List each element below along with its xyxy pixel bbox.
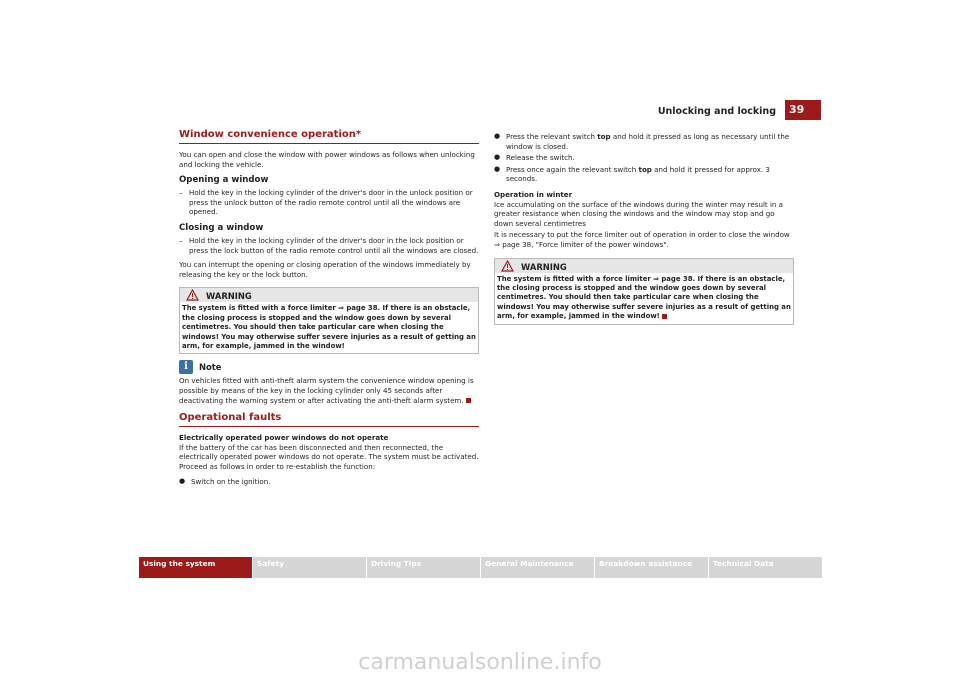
winter-subtitle: Operation in winter xyxy=(494,189,573,199)
fault-subtitle: Electrically operated power windows do not operate xyxy=(179,433,389,443)
bullet-marker: ● xyxy=(494,132,501,140)
warning-header xyxy=(495,259,793,273)
warning-header xyxy=(180,288,478,302)
section-title-window-convenience: Window convenience operation* xyxy=(179,128,479,144)
end-of-section-marker xyxy=(466,398,471,403)
bullet-text: Release the switch. xyxy=(506,153,575,163)
bullet-text: Switch on the ignition. xyxy=(191,476,271,486)
note-label: Note xyxy=(199,362,222,373)
warning-label: WARNING xyxy=(521,261,567,272)
bullet-text-pre: Press once again the relevant switch xyxy=(506,164,639,174)
bullet-text-bold: top xyxy=(597,132,611,141)
subheading-opening-window: Opening a window xyxy=(179,175,269,186)
bullet-text-post: and hold it pressed for approx. 3 seconds. xyxy=(506,164,770,184)
tab-breakdown-assistance[interactable]: Breakdown assistance xyxy=(595,557,708,578)
warning-text-paragraph xyxy=(495,273,793,324)
info-icon: i xyxy=(179,360,193,374)
section-title-operational-faults: Operational faults xyxy=(179,411,479,427)
warning-box xyxy=(179,287,479,354)
fault-text: If the battery of the car has been disconnected and then reconnected, the electrically operated power windows do not operate. The system must be activated. Proceed as follows in order to re-establish the function: xyxy=(179,442,479,471)
page-number: 39 xyxy=(785,100,821,120)
warning-triangle-icon xyxy=(186,289,199,301)
warning-text: The system is fitted with a force limiter ⇒ page 38. If there is an obstacle, the closing process is stopped and the window goes down by several centimetres. You should then take particular care when closing the windows! You may otherwise suffer severe injuries as a result of getting an arm, for example, jammed in the window! xyxy=(497,274,791,321)
subheading-closing-window: Closing a window xyxy=(179,222,264,233)
left-column xyxy=(179,128,479,488)
bullet-marker: ● xyxy=(179,476,186,485)
winter-text-2: It is necessary to put the force limiter out of operation in order to close the window ⇒ page 38, "Force limiter of the power windows". xyxy=(494,230,790,249)
dash-marker: – xyxy=(179,235,183,245)
tab-technical-data[interactable]: Technical Data xyxy=(709,557,822,578)
warning-triangle-icon xyxy=(501,260,514,272)
step-closing xyxy=(179,236,479,255)
warning-label: WARNING xyxy=(206,291,252,302)
bullet-text xyxy=(506,165,794,184)
right-column xyxy=(494,132,794,331)
bullet-text-bold: top xyxy=(638,164,652,174)
page-header-title: Unlocking and locking xyxy=(657,106,776,117)
tab-safety[interactable]: Safety xyxy=(253,557,366,578)
intro-text: You can open and close the window with power windows as follows when unlocking and locking the vehicle. xyxy=(179,150,475,169)
right-bullet-2 xyxy=(494,153,794,163)
note-paragraph xyxy=(179,376,479,405)
bullet-marker: ● xyxy=(494,153,501,162)
tab-using-the-system[interactable]: Using the system xyxy=(139,557,252,578)
dash-marker: – xyxy=(179,188,183,198)
step-text: Hold the key in the locking cylinder of the driver's door in the unlock position or press the unlock button of the radio remote control until all the windows are opened. xyxy=(189,188,473,217)
right-bullet-3 xyxy=(494,165,794,184)
interrupt-text: You can interrupt the opening or closing operation of the windows immediately by releasing the key or the lock button. xyxy=(179,260,471,279)
bullet-marker: ● xyxy=(494,164,501,173)
end-of-section-marker xyxy=(662,314,667,319)
winter-text: Ice accumulating on the surface of the windows during the winter may result in a greater resistance when closing the windows and the window may stop and go down several centimetres xyxy=(494,199,784,228)
bullet-text xyxy=(506,132,794,151)
note-text: On vehicles fitted with anti-theft alarm system the convenience window opening is possible by means of the key in the locking cylinder only 45 seconds after deactivating the warning system or after activating the anti-theft alarm system. xyxy=(179,376,474,405)
warning-text: The system is fitted with a force limiter ⇒ page 38. If there is an obstacle, the closing process is stopped and the window goes down by several centimetres. You should then take particular care when closing the windows! You may otherwise suffer severe injuries as a result of getting an arm, for example, jammed in the window! xyxy=(182,304,476,350)
warning-box-right xyxy=(494,258,794,325)
step-text: Hold the key in the locking cylinder of the driver's door in the lock position or press the lock button of the radio remote control until all the windows are closed. xyxy=(189,235,479,255)
fault-bullet xyxy=(179,477,479,487)
step-opening xyxy=(179,188,479,217)
right-bullet-1 xyxy=(494,132,794,151)
footer-nav xyxy=(139,557,822,578)
tab-general-maintenance[interactable]: General Maintenance xyxy=(481,557,594,578)
tab-driving-tips[interactable]: Driving Tips xyxy=(367,557,480,578)
note-header xyxy=(179,360,479,376)
watermark: carmanualsonline.info xyxy=(358,650,602,675)
bullet-text-post: and hold it pressed as long as necessary until the window is closed. xyxy=(506,132,790,151)
bullet-text-pre: Press the relevant switch xyxy=(506,132,598,141)
